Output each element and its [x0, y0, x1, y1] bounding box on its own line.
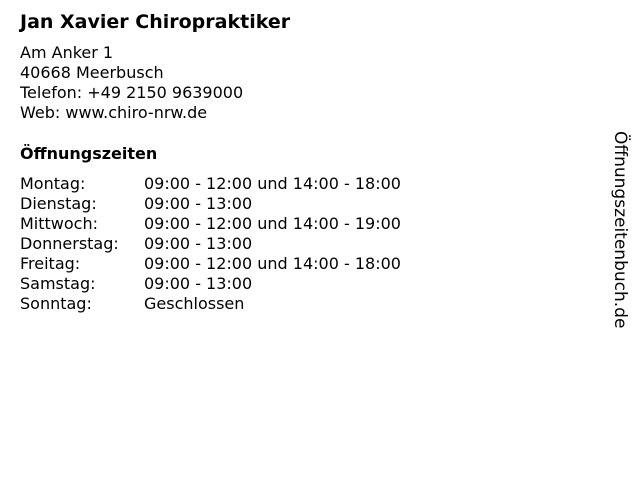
hours-value: 09:00 - 13:00	[144, 234, 253, 253]
day-label: Freitag:	[20, 254, 81, 273]
hours-value: 09:00 - 13:00	[144, 194, 253, 213]
day-label: Montag:	[20, 174, 86, 193]
hours-value: Geschlossen	[144, 294, 245, 313]
hours-row-saturday	[20, 274, 600, 294]
hours-row-thursday	[20, 234, 600, 254]
hours-value: 09:00 - 12:00 und 14:00 - 18:00	[144, 254, 401, 273]
hours-value: 09:00 - 12:00 und 14:00 - 19:00	[144, 214, 401, 233]
hours-row-sunday	[20, 294, 600, 314]
address-city: 40668 Meerbusch	[20, 63, 164, 82]
hours-row-monday	[20, 174, 600, 194]
business-name: Jan Xavier Chiropraktiker	[20, 11, 291, 33]
site-watermark: Öffnungszeitenbuch.de	[610, 131, 630, 329]
day-label: Sonntag:	[20, 294, 92, 313]
phone-line: Telefon: +49 2150 9639000	[20, 83, 244, 102]
business-card	[20, 10, 600, 314]
hours-row-tuesday	[20, 194, 600, 214]
hours-value: 09:00 - 12:00 und 14:00 - 18:00	[144, 174, 401, 193]
address-street: Am Anker 1	[20, 43, 114, 62]
day-label: Samstag:	[20, 274, 96, 293]
website-line: Web: www.chiro-nrw.de	[20, 103, 208, 122]
hours-row-wednesday	[20, 214, 600, 234]
day-label: Donnerstag:	[20, 234, 119, 253]
day-label: Mittwoch:	[20, 214, 98, 233]
opening-hours-heading: Öffnungszeiten	[20, 144, 158, 163]
hours-value: 09:00 - 13:00	[144, 274, 253, 293]
day-label: Dienstag:	[20, 194, 97, 213]
opening-hours-table	[20, 174, 600, 314]
hours-row-friday	[20, 254, 600, 274]
